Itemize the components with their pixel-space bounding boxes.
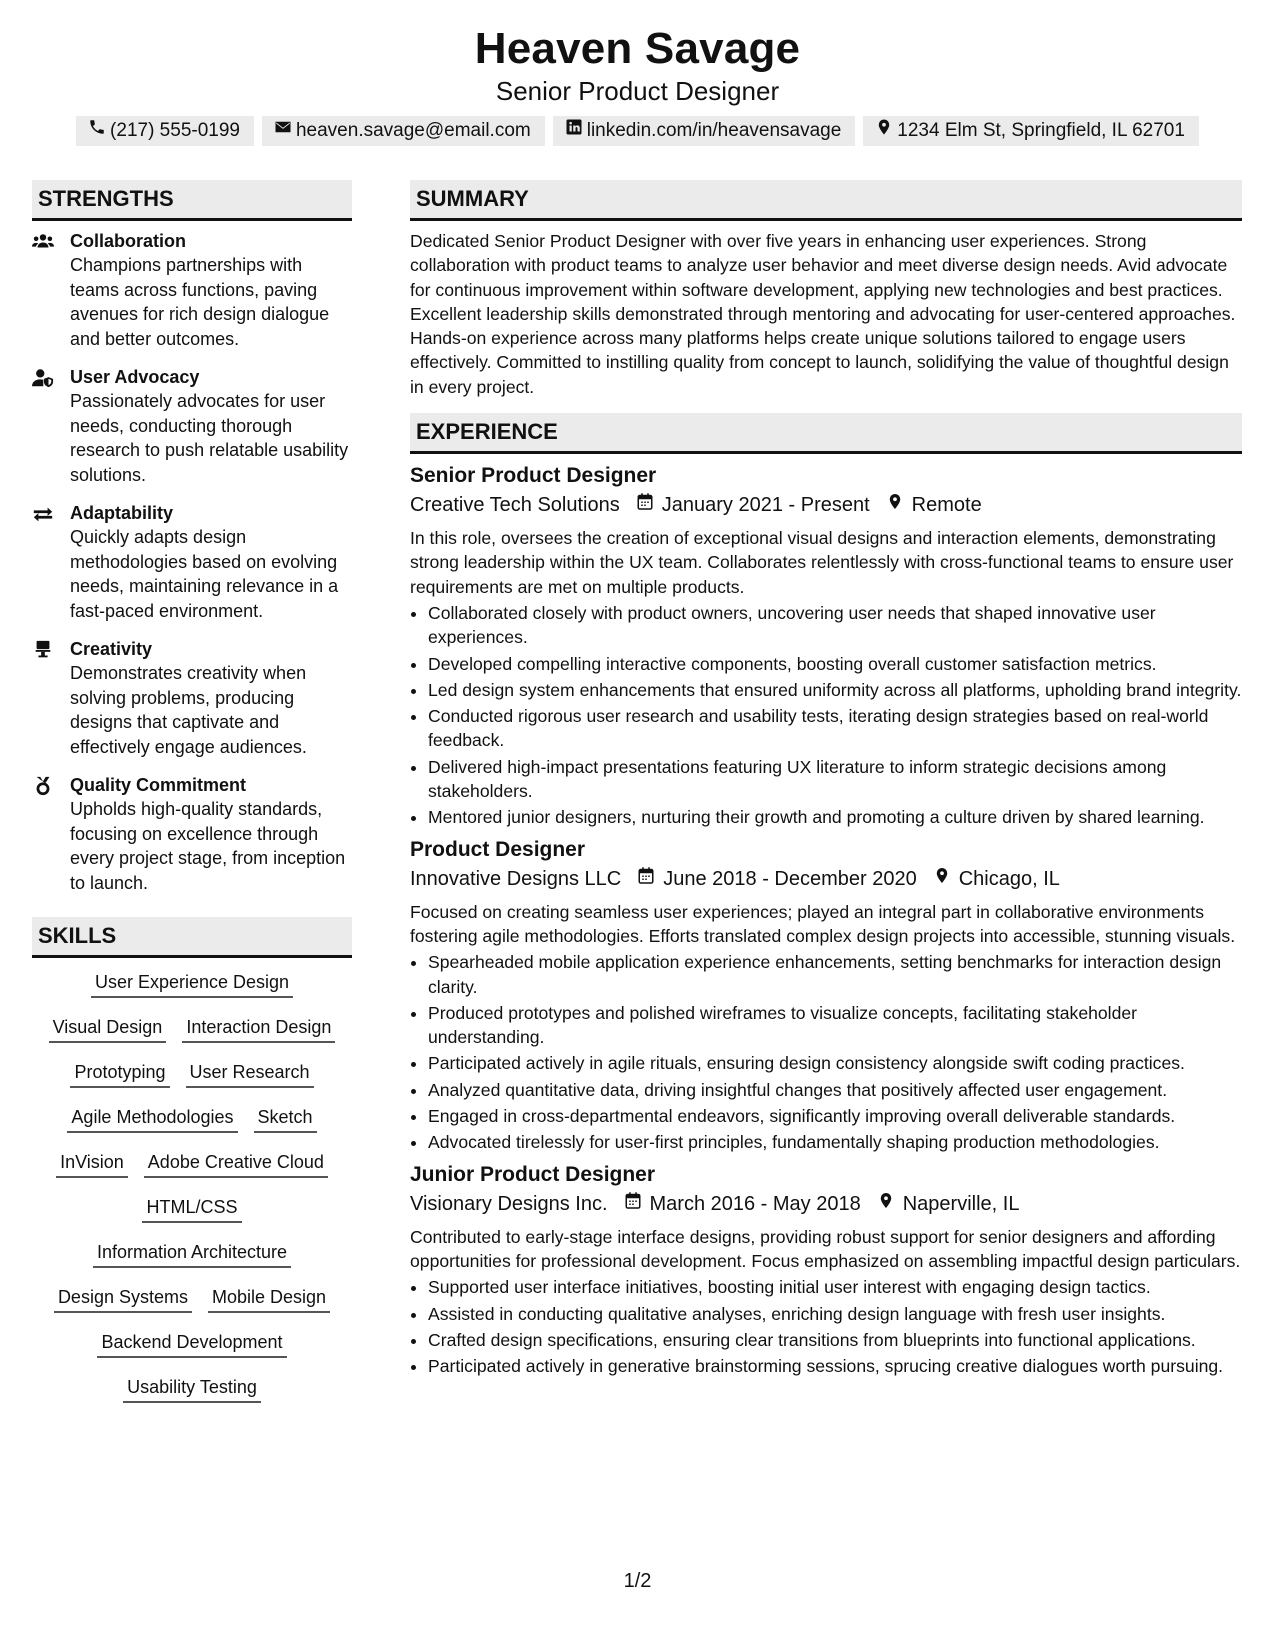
strength-item — [32, 501, 352, 623]
job-entry — [410, 462, 1242, 830]
bullet-item: • Participated actively in agile rituals, ensuring design consistency alongside swift coding practices. — [428, 1051, 1242, 1075]
job-entry — [410, 836, 1242, 1155]
envelope-icon — [274, 118, 292, 144]
contact-bar — [0, 116, 1275, 146]
bullet-item: • Crafted design specifications, ensuring clear transitions from blueprints into functional applications. — [428, 1328, 1242, 1352]
bullet-item: • Engaged in cross-departmental endeavors, significantly improving overall deliverable standards. — [428, 1104, 1242, 1128]
skill-row — [32, 1195, 352, 1223]
map-marker-icon — [878, 490, 904, 520]
calendar-icon — [628, 490, 654, 520]
right-column — [410, 180, 1242, 1384]
job-title: Junior Product Designer — [410, 1162, 656, 1186]
strengths-heading: STRENGTHS — [32, 180, 352, 221]
candidate-name: Heaven Savage — [474, 24, 801, 73]
skill-row — [32, 1240, 352, 1268]
bullet-item: • Produced prototypes and polished wireframes to visualize concepts, facilitating stakeholder understanding. — [428, 1001, 1242, 1050]
job-dates: June 2018 - December 2020 — [663, 867, 917, 890]
page-number: 1/2 — [623, 1570, 652, 1592]
job-description: Contributed to early-stage interface designs, providing robust support for senior designers and affording opportunities for professional development. Focus emphasized on assembling impactful design particulars. — [410, 1226, 1241, 1271]
map-marker-icon — [925, 864, 951, 894]
job-location: Remote — [911, 494, 982, 517]
strength-title: Collaboration — [70, 231, 186, 251]
job-meta — [410, 1189, 1242, 1219]
strength-title: Quality Commitment — [70, 775, 247, 795]
bullet-item: • Analyzed quantitative data, driving insightful changes that positively affected user engagement. — [428, 1078, 1242, 1102]
strength-desc: Champions partnerships with teams across functions, paving avenues for rich design dialogue and better outcomes. — [70, 255, 330, 349]
bullet-item: • Mentored junior designers, nurturing their growth and promoting a culture driven by shared learning. — [428, 805, 1242, 829]
strength-item — [32, 637, 352, 759]
skill-tag: Agile Methodologies — [67, 1105, 237, 1133]
job-company: Visionary Designs Inc. — [410, 1192, 608, 1215]
skill-row — [32, 1150, 352, 1178]
skill-row — [32, 970, 352, 998]
skill-tag: Backend Development — [97, 1330, 286, 1358]
contact-linkedin[interactable] — [553, 116, 856, 146]
job-location: Chicago, IL — [958, 867, 1060, 890]
job-bullets — [410, 950, 1242, 1154]
strength-title: User Advocacy — [70, 367, 200, 387]
calendar-icon — [616, 1189, 642, 1219]
bullet-item: • Advocated tirelessly for user-first principles, fundamentally shaping production methodologies. — [428, 1130, 1242, 1154]
skill-tag: Usability Testing — [123, 1375, 261, 1403]
strength-desc: Passionately advocates for user needs, conducting thorough research to push relatable usability solutions. — [70, 391, 349, 485]
skill-tag: InVision — [56, 1150, 128, 1178]
strength-item — [32, 365, 352, 487]
skill-tag: Interaction Design — [182, 1015, 335, 1043]
strength-title: Adaptability — [70, 503, 174, 523]
bullet-item: • Spearheaded mobile application experience enhancements, setting benchmarks for interaction design clarity. — [428, 950, 1242, 999]
job-title: Senior Product Designer — [410, 464, 657, 488]
skill-tag: User Research — [186, 1060, 314, 1088]
job-company: Innovative Designs LLC — [410, 867, 622, 890]
skill-row — [32, 1285, 352, 1313]
bullet-item: • Developed compelling interactive components, boosting overall customer satisfaction metrics. — [428, 652, 1242, 676]
skill-tag: HTML/CSS — [142, 1195, 241, 1223]
map-marker-icon — [869, 1189, 895, 1219]
skill-tag: Prototyping — [70, 1060, 169, 1088]
job-company: Creative Tech Solutions — [410, 494, 620, 517]
bullet-item: • Collaborated closely with product owners, uncovering user needs that shaped innovative user experiences. — [428, 601, 1242, 650]
skill-tag: Design Systems — [54, 1285, 192, 1313]
job-bullets — [410, 1275, 1242, 1378]
contact-phone[interactable] — [76, 116, 254, 146]
candidate-title: Senior Product Designer — [495, 76, 780, 106]
summary-heading: SUMMARY — [410, 180, 1242, 221]
skill-tag: Information Architecture — [93, 1240, 291, 1268]
users-icon — [32, 229, 58, 351]
skill-row — [32, 1105, 352, 1133]
strength-desc: Quickly adapts design methodologies based on evolving needs, maintaining relevance in a fast-paced environment. — [70, 527, 339, 621]
skill-tag: Mobile Design — [208, 1285, 330, 1313]
skills-list — [32, 970, 352, 1403]
bullet-item: • Conducted rigorous user research and usability tests, iterating design strategies based on real-world feedback. — [428, 704, 1242, 753]
bullet-item: • Delivered high-impact presentations featuring UX literature to inform strategic decisions among stakeholders. — [428, 755, 1242, 804]
calendar-icon — [629, 864, 655, 894]
job-bullets — [410, 601, 1242, 830]
left-column — [32, 180, 352, 1420]
experience-heading: EXPERIENCE — [410, 413, 1242, 454]
address-text: 1234 Elm St, Springfield, IL 62701 — [897, 120, 1185, 141]
strength-item — [32, 773, 352, 895]
skill-row — [32, 1375, 352, 1403]
job-description: Focused on creating seamless user experiences; played an integral part in collaborative environments fostering agile methodologies. Efforts translated complex design projects into accessible, stunning visuals. — [410, 901, 1236, 946]
strength-desc: Demonstrates creativity when solving problems, producing designs that captivate and effectively engage audiences. — [70, 663, 307, 757]
skills-heading: SKILLS — [32, 917, 352, 958]
summary-text: Dedicated Senior Product Designer with over five years in enhancing user experiences. Strong collaboration with product teams to analyze user behavior and meet diverse design needs. Avid advocate for continuous improvement within software development, applying new technologies and best practices. Excellent leadership skills demonstrated through mentoring and advocating for user-centered approaches. Hands-on experience across many platforms helps create unique solutions tailored to engage users effectively. Committed to instilling quality from concept to launch, solidifying the value of thoughtful design in every project. — [410, 231, 1236, 397]
skill-tag: Visual Design — [49, 1015, 167, 1043]
linkedin-text: linkedin.com/in/heavensavage — [586, 120, 842, 141]
job-description: In this role, oversees the creation of exceptional visual designs and interaction elements, demonstrating strong leadership within the UX team. Collaborates relentlessly with cross-functional teams to ensure user requirements are met on multiple products. — [410, 528, 1234, 597]
contact-address[interactable] — [863, 116, 1199, 146]
job-dates: March 2016 - May 2018 — [649, 1192, 861, 1215]
map-marker-icon — [875, 118, 893, 144]
resume-header — [0, 0, 1275, 146]
skill-tag: Adobe Creative Cloud — [144, 1150, 328, 1178]
job-entry — [410, 1161, 1242, 1379]
medal-icon — [32, 773, 58, 895]
strength-title: Creativity — [70, 639, 153, 659]
bullet-item: • Participated actively in generative brainstorming sessions, sprucing creative dialogues worth pursuing. — [428, 1354, 1242, 1378]
skill-tag: User Experience Design — [91, 970, 293, 998]
skill-row — [32, 1060, 352, 1088]
contact-email[interactable] — [262, 116, 545, 146]
skill-row — [32, 1015, 352, 1043]
strength-item — [32, 229, 352, 351]
job-meta — [410, 864, 1242, 894]
bullet-item: • Led design system enhancements that ensured uniformity across all platforms, upholding brand integrity. — [428, 678, 1242, 702]
bullet-item: • Supported user interface initiatives, boosting initial user interest with engaging design tactics. — [428, 1275, 1242, 1299]
job-meta — [410, 490, 1242, 520]
linkedin-icon — [565, 118, 583, 144]
chalkboard-icon — [32, 637, 58, 759]
job-dates: January 2021 - Present — [661, 494, 870, 517]
strength-desc: Upholds high-quality standards, focusing on excellence through every project stage, from inception to launch. — [70, 799, 346, 893]
arrows-exchange-icon — [32, 501, 58, 623]
job-title: Product Designer — [410, 837, 586, 861]
skill-tag: Sketch — [254, 1105, 317, 1133]
phone-icon — [88, 118, 106, 144]
bullet-item: • Assisted in conducting qualitative analyses, enriching design language with fresh user insights. — [428, 1302, 1242, 1326]
email-text: heaven.savage@email.com — [295, 120, 531, 141]
phone-text: (217) 555-0199 — [110, 120, 240, 141]
user-shield-icon — [32, 365, 58, 487]
job-location: Naperville, IL — [902, 1192, 1020, 1215]
skill-row — [32, 1330, 352, 1358]
